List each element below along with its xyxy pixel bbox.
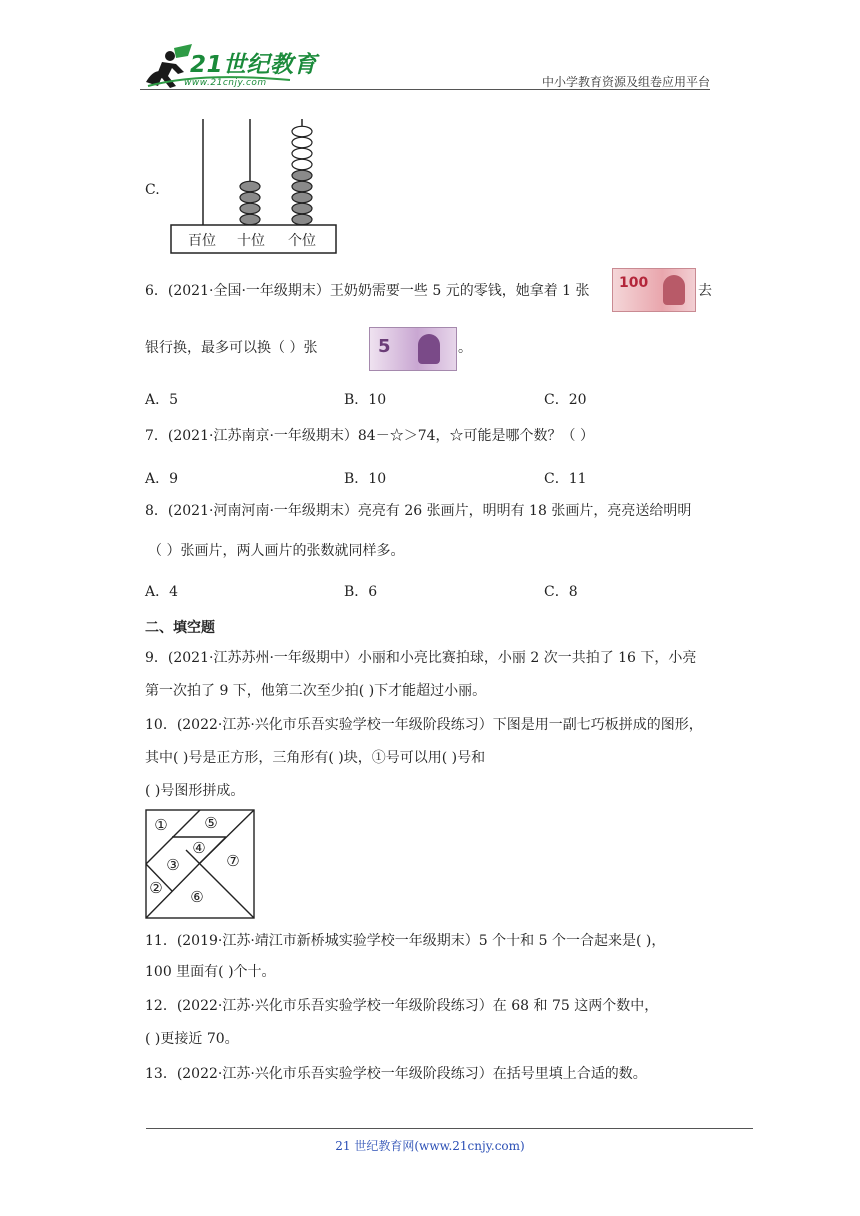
abacus-bead-ones — [292, 170, 312, 180]
tangram-label-3: ③ — [166, 856, 180, 874]
q12-line1: 12．(2022·江苏·兴化市乐吾实验学校一年级阶段练习）在 68 和 75 这两个数中， — [145, 998, 659, 1014]
q6-line2: 银行换，最多可以换（ ）张 — [145, 340, 318, 356]
q10-line2: 其中( )号是正方形，三角形有( )块，①号可以用( )号和 — [145, 750, 486, 766]
abacus-bead-ones — [292, 214, 312, 224]
q6-option-a[interactable]: A．5 — [145, 392, 179, 408]
tangram-label-2: ② — [149, 879, 163, 897]
q10-line1: 10．(2022·江苏·兴化市乐吾实验学校一年级阶段练习）下图是用一副七巧板拼成的图形， — [145, 717, 703, 733]
footer-link[interactable]: 21 世纪教育网(www.21cnjy.com) — [335, 1139, 525, 1153]
q6-line1-end: 去 — [698, 283, 712, 299]
q11-line2: 100 里面有( )个十。 — [145, 964, 276, 980]
abacus-figure — [165, 115, 340, 257]
tangram-label-7: ⑦ — [226, 852, 240, 870]
q6-line1: 6．(2021·全国·一年级期末）王奶奶需要一些 5 元的零钱，她拿着 1 张 — [145, 283, 590, 299]
portrait-icon — [418, 334, 440, 364]
brand-url[interactable]: www.21cnjy.com — [184, 78, 267, 88]
q7-option-a[interactable]: A．9 — [145, 471, 179, 487]
q8-option-a[interactable]: A．4 — [145, 584, 179, 600]
abacus-option-label: C. — [145, 182, 160, 198]
q6-option-c[interactable]: C．20 — [544, 392, 587, 408]
abacus-bead-ones — [292, 159, 312, 169]
q8-line2: （ ）张画片，两人画片的张数就同样多。 — [148, 543, 405, 559]
q7-option-b[interactable]: B．10 — [344, 471, 387, 487]
q9-line1: 9．(2021·江苏苏州·一年级期中）小丽和小亮比赛拍球，小丽 2 次一共拍了 16 下，小亮 — [145, 650, 697, 666]
abacus-bead-ones — [292, 203, 312, 213]
q12-line2: ( )更接近 70。 — [145, 1031, 239, 1047]
abacus-place-ones: 个位 — [288, 233, 316, 249]
q7-text: 7．(2021·江苏南京·一年级期末）84－☆＞74，☆可能是哪个数？（ ） — [145, 428, 594, 444]
abacus-bead-ones — [292, 148, 312, 158]
q6-option-b[interactable]: B．10 — [344, 392, 387, 408]
section-heading: 二、填空题 — [145, 620, 215, 636]
brand-name: 21世纪教育 — [190, 52, 318, 78]
banknote-5-value: 5 — [378, 336, 391, 357]
q13-line1: 13．(2022·江苏·兴化市乐吾实验学校一年级阶段练习）在括号里填上合适的数。 — [145, 1066, 647, 1082]
tangram-label-6: ⑥ — [190, 888, 204, 906]
banknote-5-image — [369, 327, 457, 371]
q6-line2-end: 。 — [458, 340, 472, 356]
abacus-bead-tens — [240, 192, 260, 202]
abacus-place-tens: 十位 — [237, 233, 265, 249]
q11-line1: 11．(2019·江苏·靖江市新桥城实验学校一年级期末）5 个十和 5 个一合起来是( )， — [145, 933, 666, 949]
banknote-100-value: 100 — [619, 275, 649, 291]
header-divider — [140, 89, 710, 90]
tangram-figure — [144, 808, 256, 920]
tangram-label-1: ① — [154, 816, 168, 834]
abacus-bead-ones — [292, 192, 312, 202]
tangram-label-4: ④ — [192, 839, 206, 857]
q9-line2: 第一次拍了 9 下，他第二次至少拍( )下才能超过小丽。 — [145, 683, 487, 699]
abacus-bead-ones — [292, 126, 312, 136]
portrait-icon — [663, 275, 685, 305]
q7-option-c[interactable]: C．11 — [544, 471, 587, 487]
q8-option-b[interactable]: B．6 — [344, 584, 378, 600]
abacus-bead-tens — [240, 181, 260, 191]
q8-line1: 8．(2021·河南河南·一年级期末）亮亮有 26 张画片，明明有 18 张画片，亮亮送给明明 — [145, 503, 692, 519]
tangram-label-5: ⑤ — [204, 814, 218, 832]
abacus-bead-ones — [292, 137, 312, 147]
q8-option-c[interactable]: C．8 — [544, 584, 578, 600]
platform-tagline: 中小学教育资源及组卷应用平台 — [541, 75, 710, 89]
q10-line3: ( )号图形拼成。 — [145, 783, 245, 799]
footer-divider — [146, 1128, 753, 1129]
banknote-100-image — [612, 268, 696, 312]
abacus-bead-ones — [292, 181, 312, 191]
abacus-bead-tens — [240, 214, 260, 224]
abacus-bead-tens — [240, 203, 260, 213]
abacus-place-hundreds: 百位 — [188, 233, 216, 249]
